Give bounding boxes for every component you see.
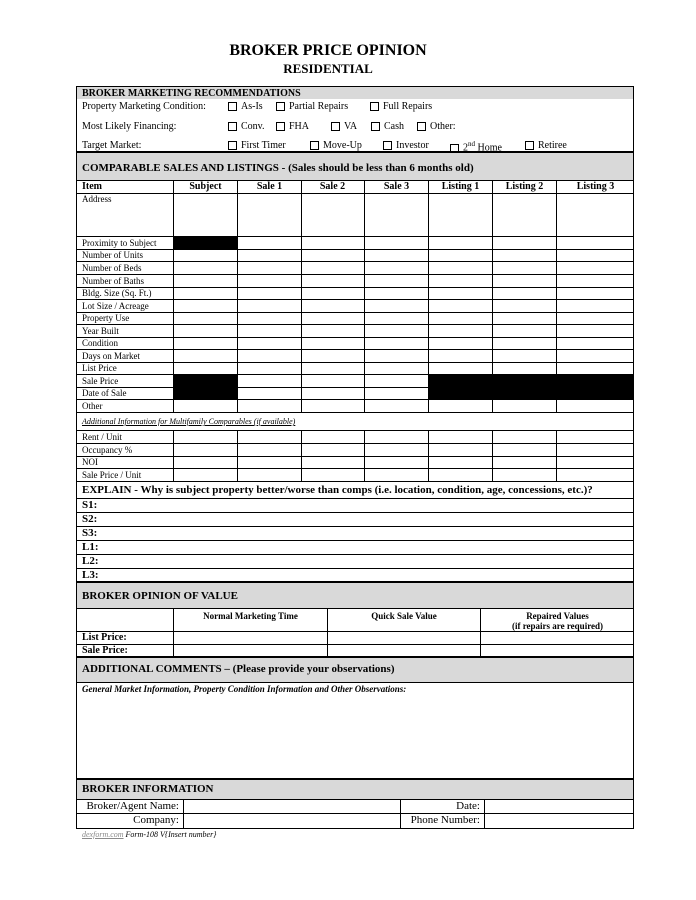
checkbox-first-timer[interactable]: First Timer <box>228 140 286 151</box>
explain-s1[interactable]: S1: <box>82 499 98 511</box>
form-title: BROKER PRICE OPINION <box>229 42 427 59</box>
broker-company-input[interactable] <box>185 814 398 826</box>
opinion-col-normal: Normal Marketing Time <box>203 611 298 621</box>
marketing-financing-label: Most Likely Financing: <box>82 121 177 132</box>
explain-l1[interactable]: L1: <box>82 541 99 553</box>
checkbox-2nd-home[interactable]: 2nd Home <box>450 140 502 153</box>
col-sale-2: Sale 2 <box>319 181 346 192</box>
row-list-price: List Price <box>82 363 117 373</box>
checkbox-icon[interactable] <box>331 122 340 131</box>
footer <box>82 830 216 839</box>
broker-company-label: Company: <box>133 814 179 826</box>
checkbox-icon[interactable] <box>276 102 285 111</box>
checkbox-retiree[interactable]: Retiree <box>525 140 567 151</box>
row-date-of-sale: Date of Sale <box>82 388 127 398</box>
broker-date-label: Date: <box>456 800 480 812</box>
broker-phone-input[interactable] <box>486 814 632 826</box>
blocked-cell <box>174 375 237 399</box>
footer-form-id: Form-108 V{Insert number} <box>123 830 217 839</box>
comments-heading: ADDITIONAL COMMENTS – (Please provide your observations) <box>82 663 395 675</box>
checkbox-investor[interactable]: Investor <box>383 140 429 151</box>
marketing-heading: BROKER MARKETING RECOMMENDATIONS <box>82 88 301 99</box>
checkbox-fha[interactable]: FHA <box>276 121 309 132</box>
row-year-built: Year Built <box>82 326 119 336</box>
checkbox-icon[interactable] <box>371 122 380 131</box>
checkbox-va[interactable]: VA <box>331 121 357 132</box>
col-sale-1: Sale 1 <box>256 181 283 192</box>
broker-name-input[interactable] <box>185 800 398 812</box>
row-days-on-market: Days on Market <box>82 351 140 361</box>
checkbox-move-up[interactable]: Move-Up <box>310 140 362 151</box>
checkbox-icon[interactable] <box>370 102 379 111</box>
comments-subheading: General Market Information, Property Condition Information and Other Observations: <box>82 684 407 694</box>
form-subtitle: RESIDENTIAL <box>283 61 373 76</box>
row-sale-price-unit: Sale Price / Unit <box>82 470 142 480</box>
explain-l2[interactable]: L2: <box>82 555 99 567</box>
broker-date-input[interactable] <box>486 800 632 812</box>
explain-l3[interactable]: L3: <box>82 569 99 581</box>
col-listing-1: Listing 1 <box>441 181 480 192</box>
checkbox-cash[interactable]: Cash <box>371 121 404 132</box>
row-bldg-size: Bldg. Size (Sq. Ft.) <box>82 288 152 298</box>
row-condition: Condition <box>82 338 119 348</box>
opinion-col-repaired: Repaired Values <box>526 611 589 621</box>
marketing-target-label: Target Market: <box>82 140 142 151</box>
row-other: Other <box>82 401 103 411</box>
col-item: Item <box>82 181 102 192</box>
col-listing-2: Listing 2 <box>505 181 544 192</box>
opinion-sale-price: Sale Price: <box>82 645 128 656</box>
col-listing-3: Listing 3 <box>576 181 615 192</box>
checkbox-conv[interactable]: Conv. <box>228 121 265 132</box>
comps-section <box>76 152 634 582</box>
explain-s3[interactable]: S3: <box>82 527 98 539</box>
row-proximity: Proximity to Subject <box>82 238 157 248</box>
checkbox-as-is[interactable]: As-Is <box>228 101 263 112</box>
checkbox-icon[interactable] <box>228 102 237 111</box>
opinion-list-price: List Price: <box>82 632 127 643</box>
checkbox-icon[interactable] <box>525 141 534 150</box>
checkbox-icon[interactable] <box>310 141 319 150</box>
checkbox-icon[interactable] <box>276 122 285 131</box>
footer-link[interactable]: dexform.com <box>82 830 124 839</box>
checkbox-icon[interactable] <box>417 122 426 131</box>
row-sale-price: Sale Price <box>82 376 119 386</box>
explain-heading: EXPLAIN - Why is subject property better/worse than comps (i.e. location, condition, age, concessions, etc.)? <box>82 484 593 496</box>
row-beds: Number of Beds <box>82 263 142 273</box>
checkbox-icon[interactable] <box>383 141 392 150</box>
broker-heading: BROKER INFORMATION <box>82 783 214 795</box>
blocked-cell <box>429 375 634 399</box>
col-sale-3: Sale 3 <box>383 181 410 192</box>
row-baths: Number of Baths <box>82 276 144 286</box>
checkbox-partial-repairs[interactable]: Partial Repairs <box>276 101 348 112</box>
comments-textarea[interactable] <box>80 698 630 776</box>
opinion-col-quick: Quick Sale Value <box>371 611 437 621</box>
broker-name-label: Broker/Agent Name: <box>86 800 179 812</box>
opinion-col-repaired-note: (if repairs are required) <box>511 621 604 631</box>
col-subject: Subject <box>189 181 222 192</box>
multifamily-note: Additional Information for Multifamily Comparables (if available) <box>82 417 296 426</box>
explain-s2[interactable]: S2: <box>82 513 98 525</box>
marketing-condition-label: Property Marketing Condition: <box>82 101 206 112</box>
broker-phone-label: Phone Number: <box>410 814 480 826</box>
row-lot-size: Lot Size / Acreage <box>82 301 149 311</box>
row-noi: NOI <box>82 457 98 467</box>
opinion-heading: BROKER OPINION OF VALUE <box>82 590 238 602</box>
row-rent-unit: Rent / Unit <box>82 432 122 442</box>
row-occupancy: Occupancy % <box>82 445 133 455</box>
comps-heading: COMPARABLE SALES AND LISTINGS - (Sales should be less than 6 months old) <box>82 162 474 174</box>
row-units: Number of Units <box>82 250 143 260</box>
checkbox-other[interactable]: Other: <box>417 121 456 132</box>
checkbox-full-repairs[interactable]: Full Repairs <box>370 101 432 112</box>
row-address: Address <box>82 194 112 204</box>
row-property-use: Property Use <box>82 313 130 323</box>
blocked-cell <box>174 237 237 249</box>
checkbox-icon[interactable] <box>228 122 237 131</box>
checkbox-icon[interactable] <box>228 141 237 150</box>
